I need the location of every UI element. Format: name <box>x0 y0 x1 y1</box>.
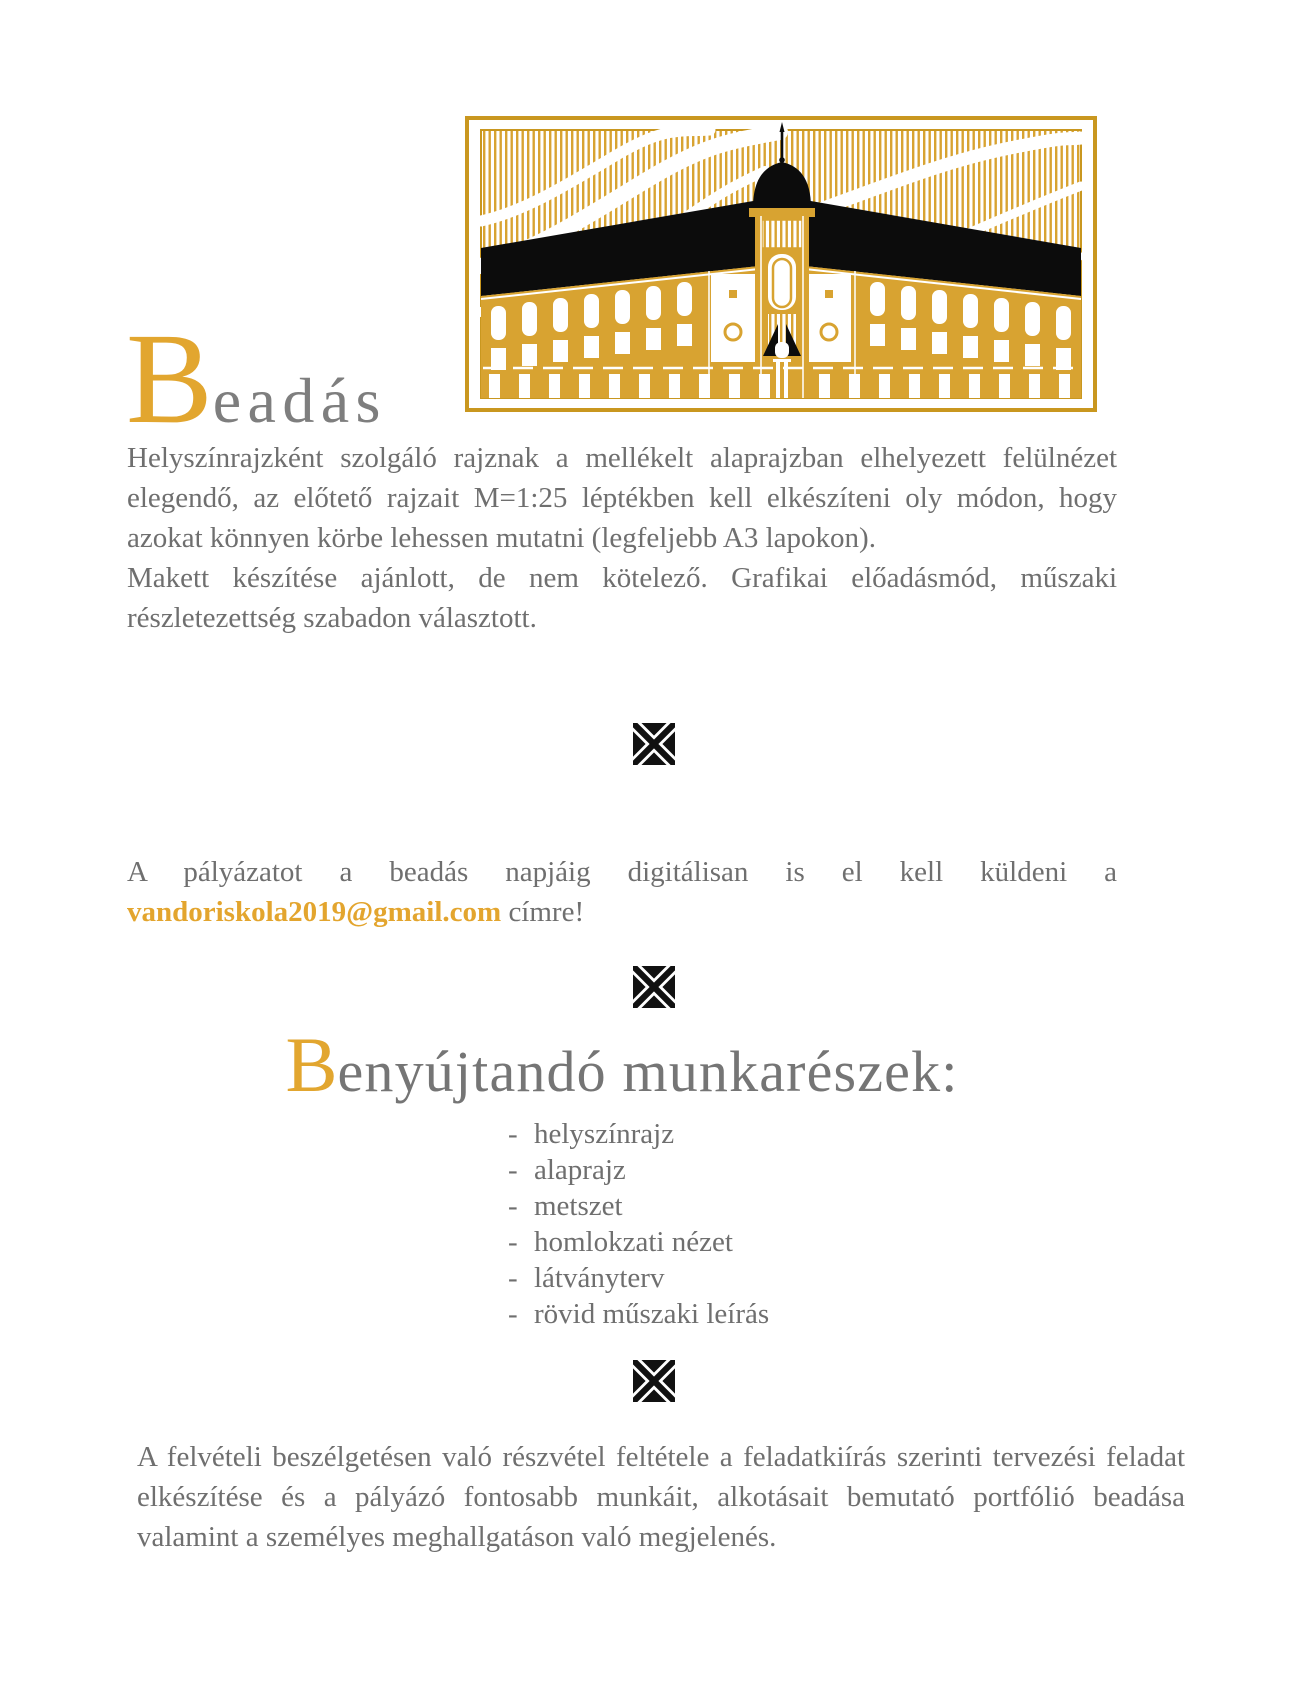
page-title <box>126 307 387 451</box>
deliverables-list <box>508 1116 769 1332</box>
title-rest: eadás <box>212 365 387 436</box>
list-item-marker: - <box>508 1190 518 1222</box>
list-item-label: metszet <box>534 1190 623 1222</box>
list-item-marker: - <box>508 1154 518 1186</box>
list-item <box>508 1296 769 1332</box>
list-item-marker: - <box>508 1118 518 1150</box>
title-initial: B <box>126 307 213 451</box>
list-item-label: homlokzati nézet <box>534 1226 733 1258</box>
list-item-label: látványterv <box>534 1262 665 1294</box>
intro-section <box>127 438 1117 638</box>
paragraph-closing: A felvételi beszélgetésen való részvétel feltétele a feladatkiírás szerinti tervezési feladat elkészítése és a pályázó fontosabb munkáit, alkotásait bemutató portfólió beadása valamint a személyes meghallgatáson való megjelenés. <box>137 1441 1185 1553</box>
list-item-marker: - <box>508 1262 518 1294</box>
list-item-marker: - <box>508 1298 518 1330</box>
submission-text-after: címre! <box>508 896 585 928</box>
ornament-x-icon <box>633 966 675 1008</box>
paragraph-submission <box>127 852 1117 932</box>
ornament-x-icon <box>633 723 675 765</box>
list-item <box>508 1152 769 1188</box>
list-item-label: alaprajz <box>534 1154 626 1186</box>
paragraph-requirements: Helyszínrajzként szolgáló rajznak a mellékelt alaprajzban elhelyezett felülnézet elegendő, az előtető rajzait M=1:25 léptékben kell elkészíteni oly módon, hogy azokat könnyen körbe lehessen mutatni (legfeljebb A3 lapokon). <box>127 442 1117 554</box>
section-heading <box>127 1021 1117 1108</box>
email-link[interactable]: vandoriskola2019@gmail.com <box>127 896 502 928</box>
list-item <box>508 1260 769 1296</box>
section-initial: B <box>285 1021 338 1108</box>
list-item <box>508 1224 769 1260</box>
building-illustration <box>465 116 1097 412</box>
submission-text-before: A pályázatot a beadás napjáig digitálisan is el kell küldeni a <box>127 856 1117 888</box>
list-item-label: rövid műszaki leírás <box>534 1298 770 1330</box>
list-item-marker: - <box>508 1226 518 1258</box>
list-item-label: helyszínrajz <box>534 1118 675 1150</box>
paragraph-model: Makett készítése ajánlott, de nem kötelező. Grafikai előadásmód, műszaki részletezettség szabadon választott. <box>127 562 1117 634</box>
list-item <box>508 1116 769 1152</box>
submission-section <box>127 852 1117 932</box>
closing-section <box>137 1437 1185 1557</box>
list-item <box>508 1188 769 1224</box>
ornament-x-icon <box>633 1360 675 1402</box>
section-rest: enyújtandó munkarészek: <box>337 1039 959 1104</box>
